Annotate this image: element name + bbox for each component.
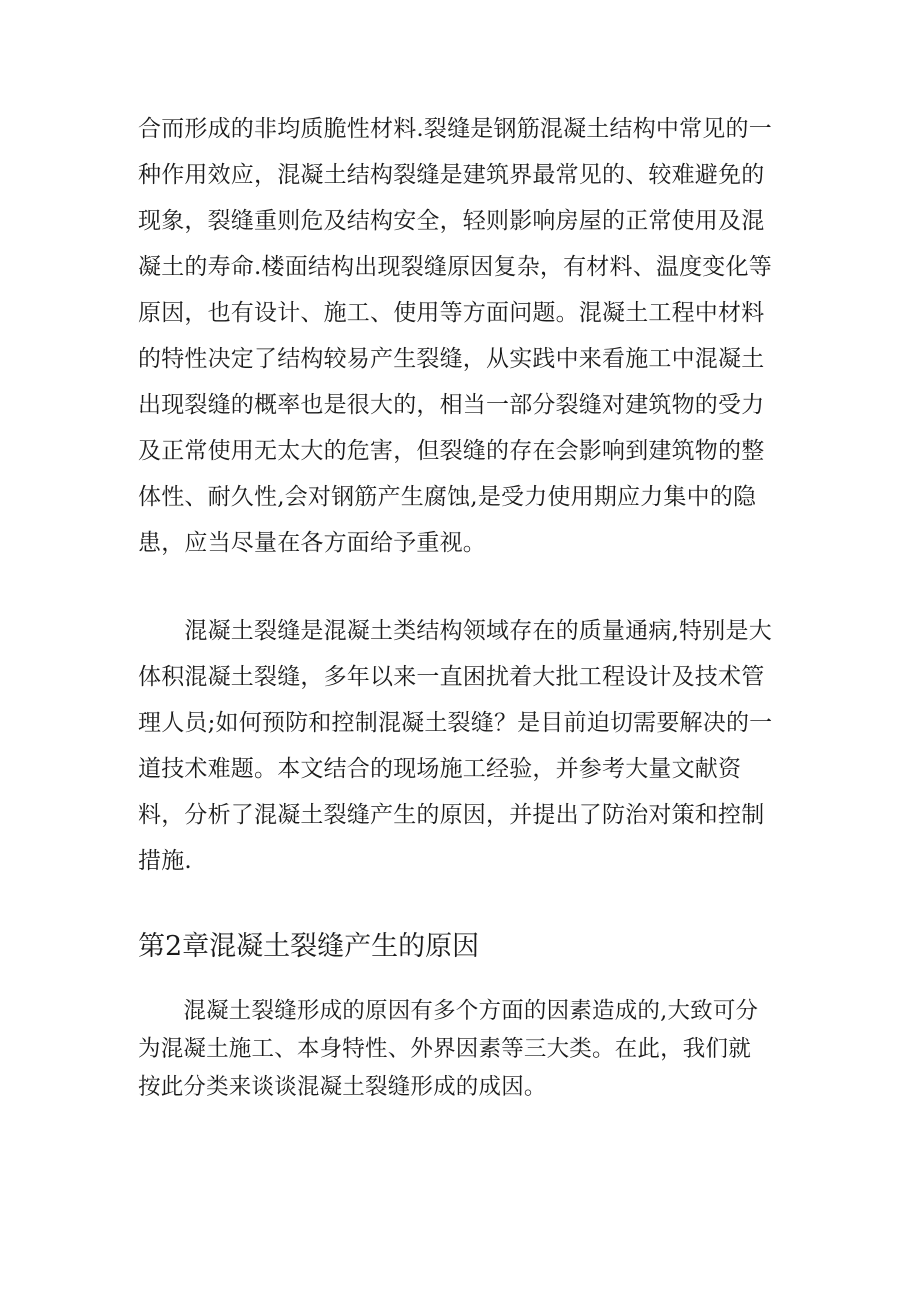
chapter-heading: 第2章混凝土裂缝产生的原因 [138,931,480,962]
paragraph-line: 及正常使用无太大的危害，但裂缝的存在会影响到建筑物的整 [138,438,765,464]
paragraph-line: 种作用效应，混凝土结构裂缝是建筑界最常见的、较难避免的 [138,162,765,188]
paragraph-line: 措施. [138,848,192,874]
paragraph-line: 体积混凝土裂缝，多年以来一直困扰着大批工程设计及技术管 [138,664,765,690]
paragraph-line: 混凝土裂缝形成的原因有多个方面的因素造成的,大致可分 [138,998,759,1024]
paragraph-line: 现象，裂缝重则危及结构安全，轻则影响房屋的正常使用及混 [138,208,765,234]
paragraph-line: 患，应当尽量在各方面给予重视。 [138,530,486,556]
paragraph-line: 理人员;如何预防和控制混凝土裂缝？是目前迫切需要解决的一 [138,710,773,736]
paragraph-line: 按此分类来谈谈混凝土裂缝形成的成因。 [138,1074,547,1100]
paragraph-line: 道技术难题。本文结合的现场施工经验，并参考大量文献资 [138,756,742,782]
paragraph-line: 为混凝土施工、本身特性、外界因素等三大类。在此，我们就 [138,1036,751,1062]
paragraph-line: 合而形成的非均质脆性材料.裂缝是钢筋混凝土结构中常见的一 [138,116,772,142]
paragraph-1 [138,106,778,566]
paragraph-line: 混凝土裂缝是混凝土类结构领域存在的质量通病,特别是大 [138,618,772,644]
paragraph-line: 体性、耐久性,会对钢筋产生腐蚀,是受力使用期应力集中的隐 [138,484,757,510]
paragraph-3 [138,992,778,1106]
paragraph-line: 凝土的寿命.楼面结构出现裂缝原因复杂，有材料、温度变化等 [138,254,772,280]
paragraph-line: 料，分析了混凝土裂缝产生的原因，并提出了防治对策和控制 [138,802,765,828]
paragraph-line: 的特性决定了结构较易产生裂缝，从实践中来看施工中混凝土 [138,346,765,372]
paragraph-2 [138,608,778,884]
paragraph-line: 出现裂缝的概率也是很大的，相当一部分裂缝对建筑物的受力 [138,392,765,418]
paragraph-line: 原因，也有设计、施工、使用等方面问题。混凝土工程中材料 [138,300,765,326]
